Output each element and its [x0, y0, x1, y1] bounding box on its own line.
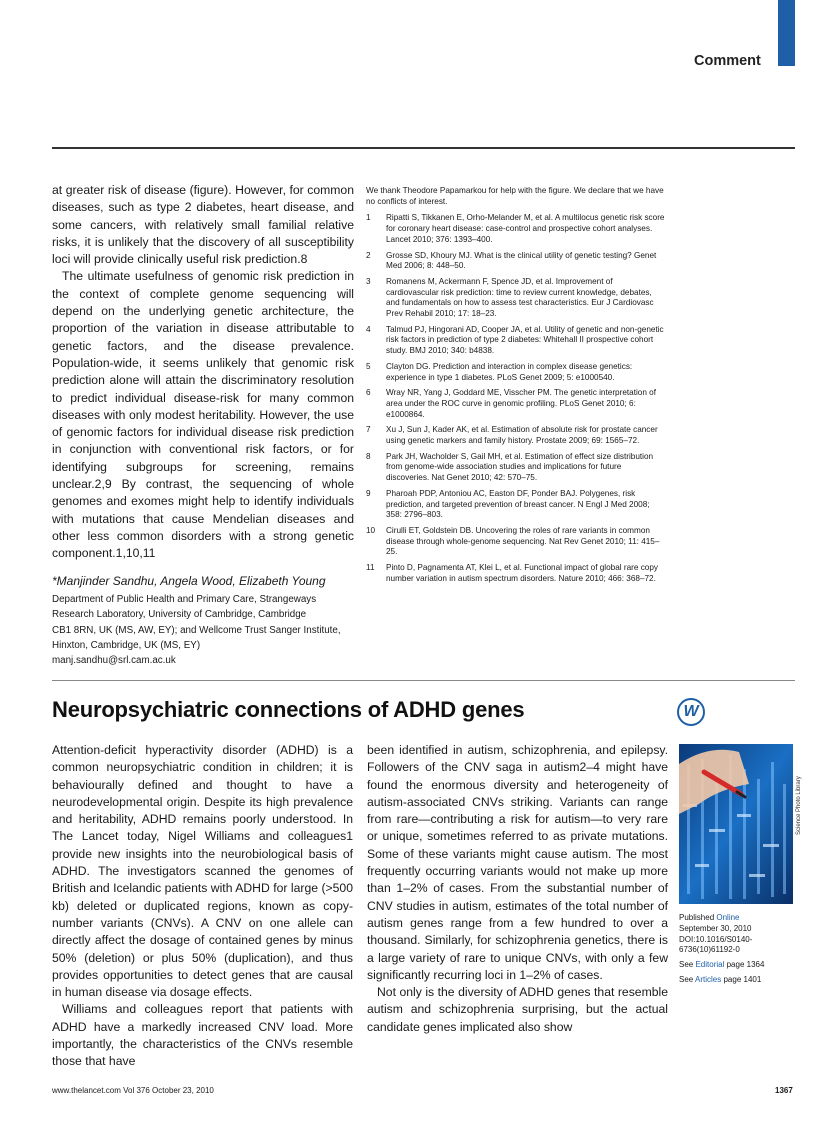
- section-label: Comment: [694, 53, 761, 69]
- reference-item: [366, 526, 666, 558]
- reference-number: 2: [366, 250, 371, 260]
- left-column: [52, 182, 354, 563]
- reference-item: [366, 452, 666, 484]
- see-prefix: See: [679, 974, 694, 984]
- reference-item: [366, 251, 666, 272]
- see-articles: [679, 975, 789, 986]
- article-column-1: [52, 742, 353, 1071]
- reference-item: [366, 563, 666, 584]
- top-rule: [52, 147, 795, 149]
- affiliation-line: Hinxton, Cambridge, UK (MS, EY): [52, 639, 201, 651]
- reference-item: [366, 325, 666, 357]
- reference-number: 3: [366, 276, 371, 286]
- paragraph: Attention-deficit hyperactivity disorder (ADHD) is a common neuropsychiatric condition in children; it is behaviourally defined and thought to have a neurodevelopmental origin. Despite its high prevalence and heritability, ADHD remains poorly understood. In The Lancet today, Nigel Williams and colleagues1 provide new insights into the neurobiological basis of ADHD. The investigators scanned the genomes of British and Icelandic patients with ADHD for large (>500 kb) deleted or duplicated regions, known as copy-number variants (CNVs). A CNV on one allele can directly affect the dosage of contained genes by minus 50% (deletion) or plus 50% (duplication), and thus provides opportunities to detect genes that are causal in human disease via dosage effects.: [52, 743, 353, 1000]
- paragraph: The ultimate usefulness of genomic risk prediction in the context of complete genome sequencing will depend on the underlying genetic architecture, the proportion of the variation in disease attributable to genetic factors, and the disease prevalence. Population-wide, it seems unlikely that genomic risk prediction alone will attain the discriminatory resolution to predict individual disease-risk for many common diseases with only modest heritability. However, the use of genomic factors for individual disease risk prediction in conjunction with conventional risk factors, or for identifying subgroups for screening, remains unclear.2,9 By contrast, the sequencing of whole genomes and exomes might help to identify individuals with mutations that cause Mendelian diseases and other less common disorders with a strong genetic component.1,10,11: [52, 269, 354, 561]
- reference-text: Talmud PJ, Hingorani AD, Cooper JA, et al. Utility of genetic and non-genetic risk factors in prediction of type 2 diabetes: Whitehall II prospective cohort study. BMJ 2010; 340: b4838.: [386, 324, 664, 356]
- reference-item: [366, 425, 666, 446]
- article-title: Neuropsychiatric connections of ADHD genes: [52, 697, 525, 722]
- published-info: [679, 913, 789, 956]
- references-column: [366, 186, 666, 590]
- section-color-bar: [778, 0, 795, 66]
- reference-text: Pharoah PDP, Antoniou AC, Easton DF, Ponder BAJ. Polygenes, risk prediction, and targeted prevention of breast cancer. N Engl J Med 2008; 358: 2796–803.: [386, 488, 650, 520]
- reference-item: [366, 489, 666, 521]
- reference-number: 1: [366, 213, 371, 223]
- reference-text: Xu J, Sun J, Kader AK, et al. Estimation of absolute risk for prostate cancer using genetic markers and family history. Prostate 2009; 69: 1565–72.: [386, 425, 658, 446]
- dna-gel-photo-graphic: [679, 744, 793, 904]
- doi: DOI:10.1016/S0140-6736(10)61192-0: [679, 934, 753, 955]
- paragraph: at greater risk of disease (figure). However, for common diseases, such as type 2 diabetes, heart disease, and some cancers, with relatively small familial relative risks, it is unlikely that the discovery of all susceptibility loci will provide clinically useful risk prediction.8: [52, 183, 354, 267]
- editorial-link[interactable]: Editorial: [695, 960, 725, 970]
- reference-text: Park JH, Wacholder S, Gail MH, et al. Estimation of effect size distribution from genome-wide association studies and implications for future discoveries. Nat Genet 2010; 42: 570–75.: [386, 451, 654, 483]
- reference-text: Wray NR, Yang J, Goddard ME, Visscher PM. The genetic interpretation of area under the ROC curve in genomic profiling. PLoS Genet 2010; 6: e1000864.: [386, 388, 657, 419]
- reference-number: 8: [366, 451, 371, 461]
- published-label: Published: [679, 913, 715, 922]
- reference-item: [366, 213, 666, 245]
- reference-text: Grosse SD, Khoury MJ. What is the clinical utility of genetic testing? Genet Med 2006; 8: 448–50.: [386, 250, 657, 271]
- online-label: Online: [716, 913, 740, 922]
- articles-link[interactable]: Articles: [695, 974, 722, 984]
- reference-number: 9: [366, 488, 371, 498]
- affiliation-line: Department of Public Health and Primary Care, Strangeways: [52, 594, 317, 605]
- affiliation-line: CB1 8RN, UK (MS, AW, EY); and Wellcome Trust Sanger Institute,: [52, 624, 341, 636]
- author-block: [52, 574, 357, 668]
- reference-text: Ripatti S, Tikkanen E, Orho-Melander M, et al. A multilocus genetic risk score for coronary heart disease: case-control and prospective cohort analyses. Lancet 2010; 376: 1393–400.: [386, 213, 665, 244]
- reference-text: Pinto D, Pagnamenta AT, Klei L, et al. Functional impact of global rare copy number variation in autism spectrum disorders. Nature 2010; 466: 368–72.: [386, 563, 658, 583]
- reference-item: [366, 388, 666, 420]
- publication-sidebar: [679, 913, 789, 990]
- see-prefix: See: [679, 960, 694, 970]
- paragraph: Williams and colleagues report that patients with ADHD have a markedly increased CNV load. More importantly, the characteristics of the CNVs resemble those that have: [52, 1002, 353, 1069]
- articles-page: page 1401: [723, 974, 762, 984]
- affiliation-line: Research Laboratory, University of Cambridge, Cambridge: [52, 609, 307, 621]
- paragraph: Not only is the diversity of ADHD genes that resemble autism and schizophrenia surprising, but the actual candidate genes implicated also show: [367, 985, 668, 1034]
- reference-text: Clayton DG. Prediction and interaction in complex disease genetics: experience in type 1 diabetes. PLoS Genet 2009; 5: e1000540.: [386, 361, 633, 382]
- article-photo: [679, 744, 793, 904]
- author-email[interactable]: manj.sandhu@srl.cam.ac.uk: [52, 655, 176, 667]
- see-editorial: [679, 960, 789, 971]
- article-column-2: [367, 742, 668, 1036]
- reference-number: 11: [366, 563, 375, 573]
- web-icon: W: [677, 698, 705, 726]
- author-names: *Manjinder Sandhu, Angela Wood, Elizabeth Young: [52, 574, 326, 588]
- reference-number: 5: [366, 361, 371, 371]
- reference-item: [366, 362, 666, 383]
- reference-item: [366, 277, 666, 320]
- acknowledgment: We thank Theodore Papamarkou for help with the figure. We declare that we have no conflicts of interest.: [366, 186, 664, 206]
- reference-number: 4: [366, 324, 371, 334]
- reference-text: Cirulli ET, Goldstein DB. Uncovering the roles of rare variants in common disease through whole-genome sequencing. Nat Rev Genet 2010; 11: 415–25.: [386, 525, 660, 557]
- reference-number: 7: [366, 425, 371, 435]
- journal-footer: www.thelancet.com Vol 376 October 23, 2010: [52, 1086, 214, 1095]
- reference-number: 10: [366, 525, 376, 535]
- photo-credit: Science Photo Library: [796, 776, 802, 835]
- published-date: September 30, 2010: [679, 923, 752, 933]
- reference-text: Romanens M, Ackermann F, Spence JD, et al. Improvement of cardiovascular risk prediction: time to review current knowledge, debates, and fundamentals on how to assess test characteristics. Eur J Cardiovasc Prev Rehabil 2010; 17: 18–23.: [386, 276, 654, 319]
- section-divider: [52, 680, 795, 681]
- reference-number: 6: [366, 388, 371, 398]
- editorial-page: page 1364: [726, 960, 765, 970]
- paragraph: been identified in autism, schizophrenia, and epilepsy. Followers of the CNV saga in autism2–4 might have found the enormous diversity and heterogeneity of autism-associated CNVs striking. Variants can range from rare—contributing a risk for autism—to very rare or unique, sometimes referred to as private mutations. Some of these variants might cause autism. The most frequently occurring variants would not make up more than 1–2% of cases. From the substantial number of CNV studies in autism, estimates of the total number of autism genes range from a few hundred to over a thousand. Similarly, for schizophrenia genetics, there is a large variety of rare to unique CNVs, with only a few significantly recurring loci in 1–2% of cases.: [367, 743, 668, 982]
- page-number: 1367: [775, 1086, 793, 1095]
